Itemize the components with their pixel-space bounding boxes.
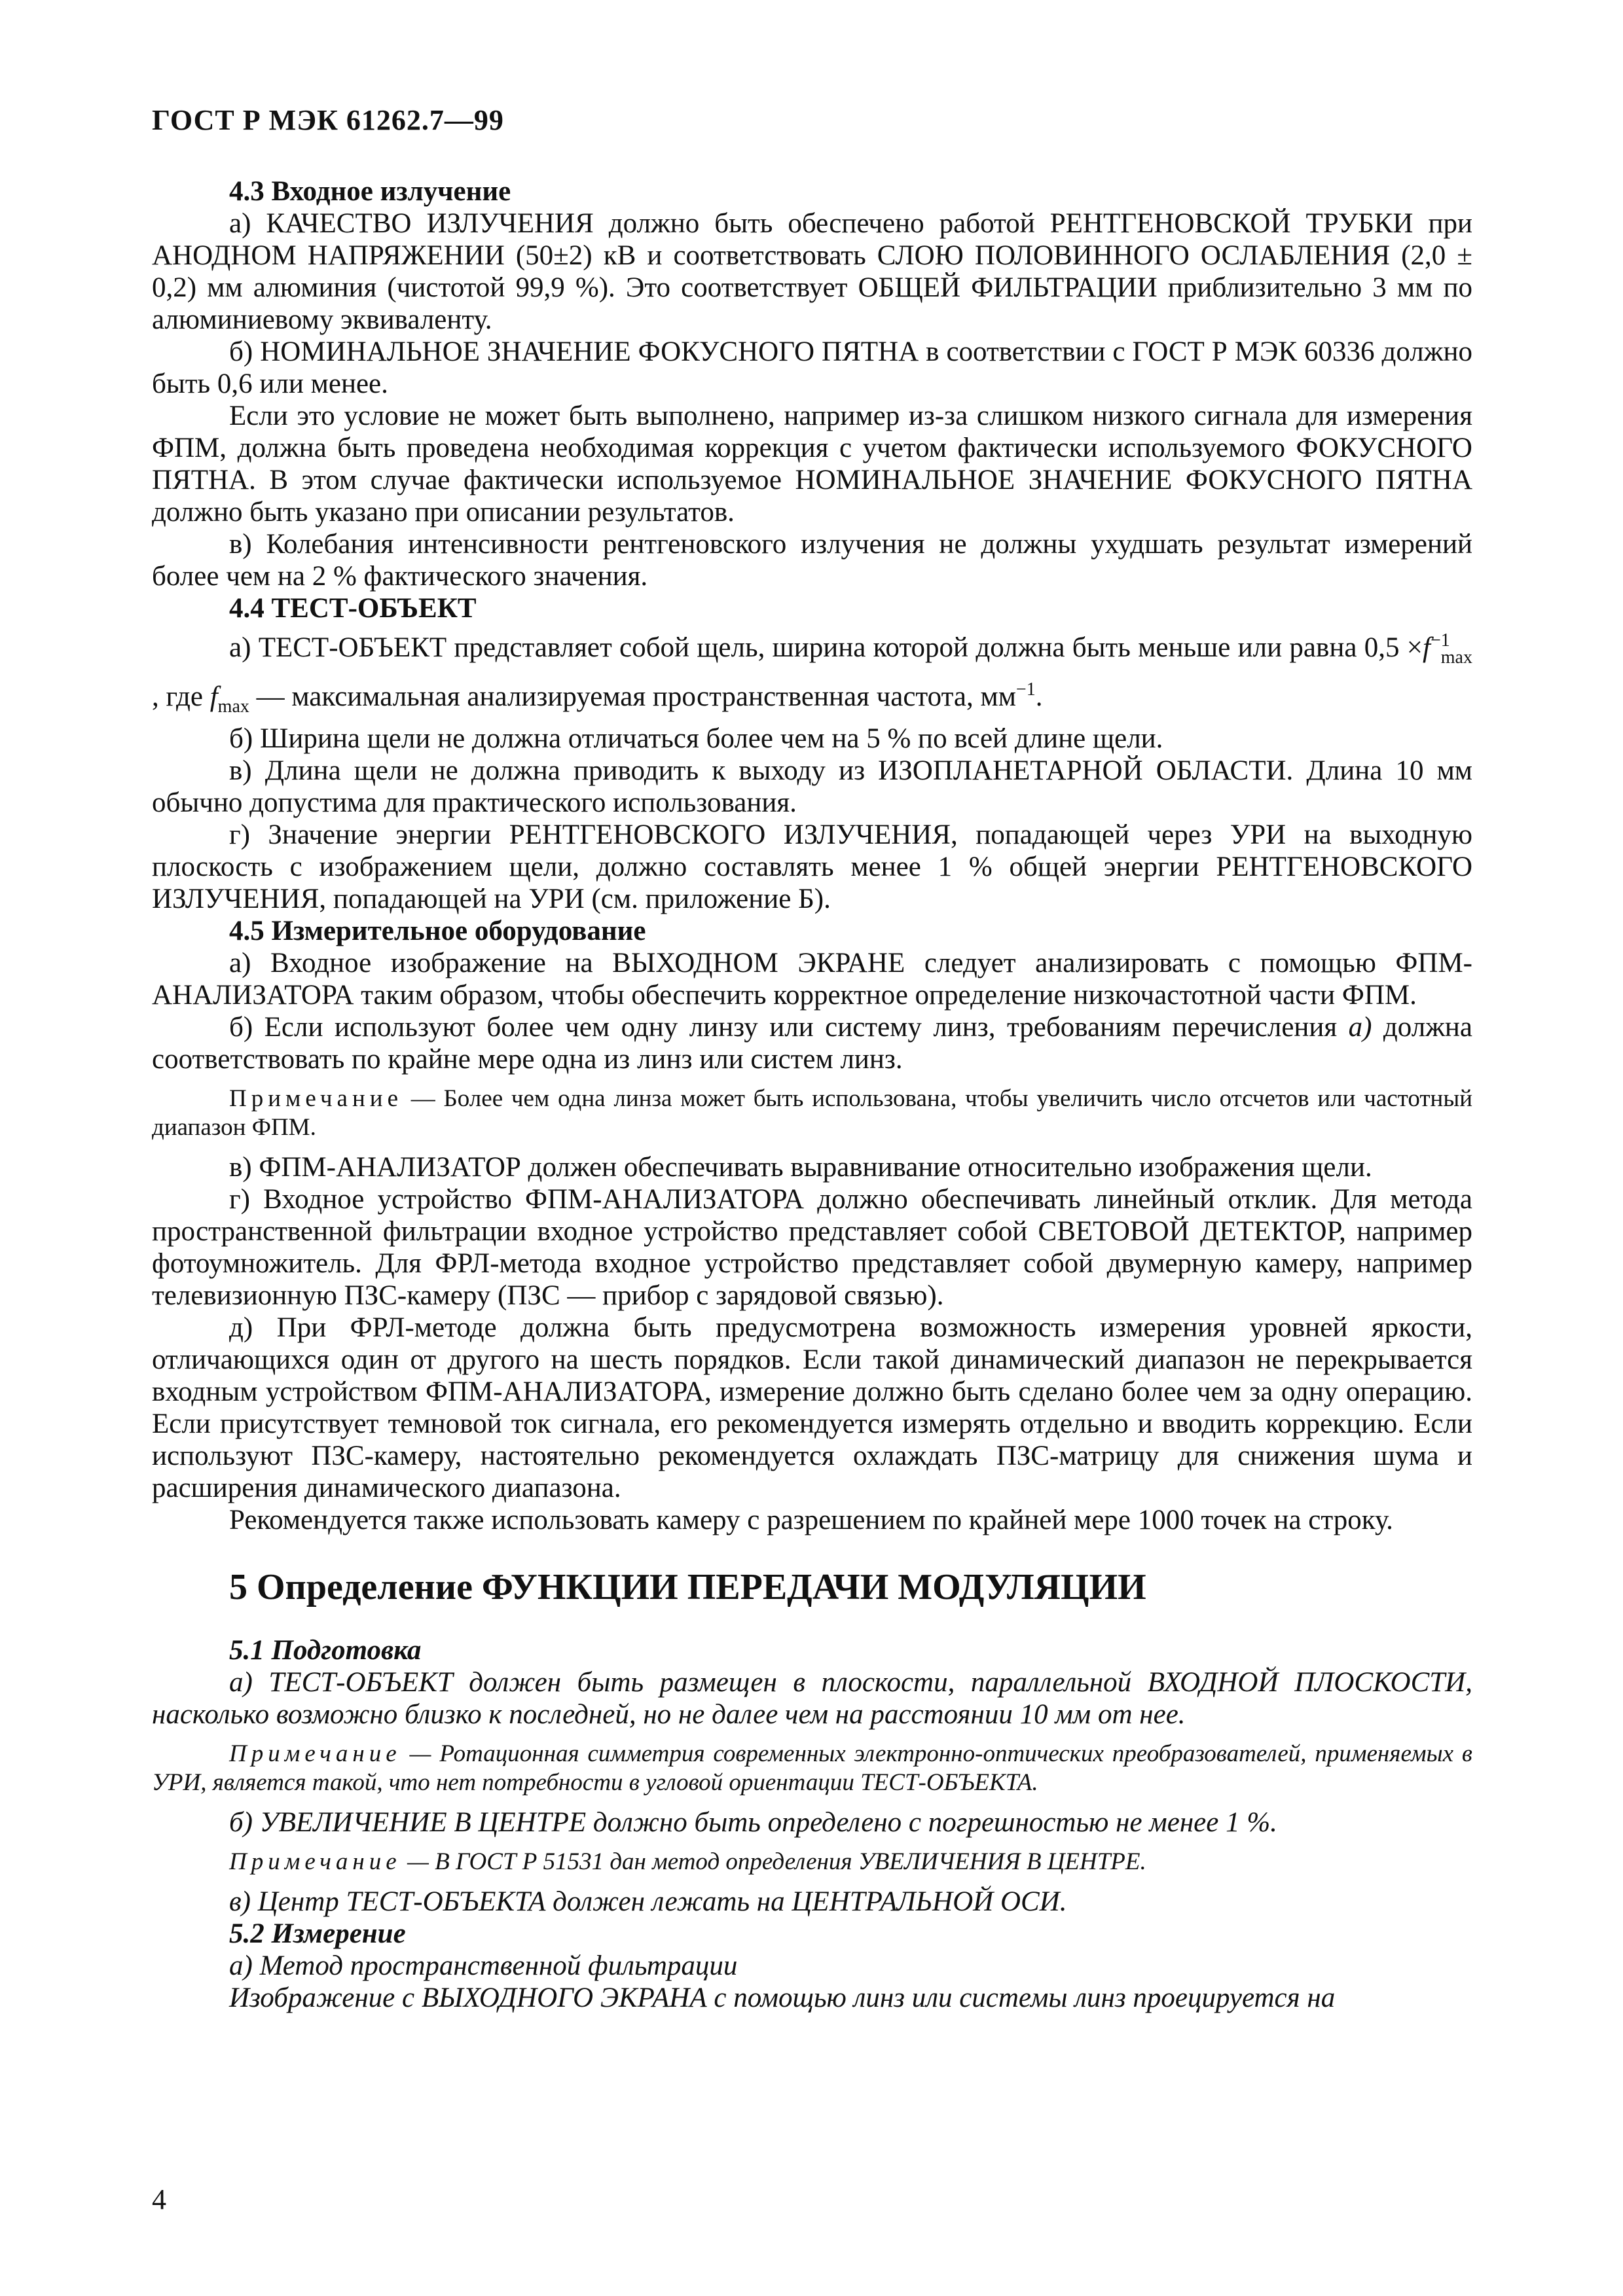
page-number: 4	[152, 2183, 166, 2215]
section-5-1-title: 5.1 Подготовка	[229, 1635, 422, 1666]
note-text: — Более чем одна линза может быть использована, чтобы увеличить число отсчетов или частотный диапазон ФПМ.	[152, 1085, 1472, 1141]
paragraph-4-5-f: Рекомендуется также использовать камеру с разрешением по крайней мере 1000 точек на строку.	[229, 1505, 1393, 1535]
section-5-2-title: 5.2 Измерение	[229, 1918, 406, 1949]
paragraph-4-5-d: г) Входное устройство ФПМ-АНАЛИЗАТОРА должно обеспечивать линейный отклик. Для метода пространственной фильтрации входное устройство представляет собой СВЕТОВОЙ ДЕТЕКТОР, например фотоумножитель. Для ФРЛ-метода входное устройство представляет собой двумерную камеру, например телевизионную ПЗС-камеру (ПЗС — прибор с зарядовой связью).	[152, 1184, 1472, 1311]
paragraph-4-3-a: а) КАЧЕСТВО ИЗЛУЧЕНИЯ должно быть обеспечено работой РЕНТГЕНОВСКОЙ ТРУБКИ при АНОДНОМ НАПРЯЖЕНИИ (50±2) кВ и соответствовать СЛОЮ ПОЛОВИННОГО ОСЛАБЛЕНИЯ (2,0 ± 0,2) мм алюминия (чистотой 99,9 %). Это соответствует ОБЩЕЙ ФИЛЬТРАЦИИ приблизительно 3 мм по алюминиевому эквиваленту.	[152, 208, 1472, 335]
note-label: Примечание	[229, 1085, 403, 1112]
paragraph-4-5-e: д) При ФРЛ-методе должна быть предусмотрена возможность измерения уровней яркости, отличающихся один от другого на шесть порядков. Если такой динамический диапазон не перекрывается входным устройством ФПМ-АНАЛИЗАТОРА, измерение должно быть сделано более чем за одну операцию. Если присутствует темновой ток сигнала, его рекомендуется измерять отдельно и вводить коррекцию. Если используют ПЗС-камеру, настоятельно рекомендуется охлаждать ПЗС-матрицу для снижения шума и расширения динамического диапазона.	[152, 1312, 1472, 1503]
text-run: а)	[1348, 1012, 1372, 1043]
paragraph-4-3-b: б) НОМИНАЛЬНОЕ ЗНАЧЕНИЕ ФОКУСНОГО ПЯТНА в соответствии с ГОСТ Р МЭК 60336 должно быть 0,6 или менее.	[152, 336, 1472, 399]
paragraph-5-2-text: Изображение с ВЫХОДНОГО ЭКРАНА с помощью линз или системы линз проецируется на	[229, 1982, 1336, 2013]
formula-sup: −1	[1430, 630, 1450, 651]
paragraph-4-5-b	[152, 1011, 1472, 1075]
note-5-1-a	[152, 1740, 1472, 1797]
formula-sub: max	[1440, 647, 1472, 668]
text-run: , где	[152, 681, 210, 712]
section-5-title: 5 Определение ФУНКЦИИ ПЕРЕДАЧИ МОДУЛЯЦИИ	[229, 1567, 1146, 1607]
paragraph-5-1-c: в) Центр ТЕСТ-ОБЪЕКТА должен лежать на ЦЕНТРАЛЬНОЙ ОСИ.	[229, 1886, 1067, 1917]
note-5-1-b	[152, 1848, 1472, 1876]
note-4-5	[152, 1085, 1472, 1142]
note-label: Примечание	[229, 1740, 401, 1767]
section-4-4-title: 4.4 ТЕСТ-ОБЪЕКТ	[229, 593, 477, 624]
formula-sub: max	[217, 696, 249, 717]
paragraph-4-4-b: б) Ширина щели не должна отличаться более чем на 5 % по всей длине щели.	[229, 723, 1163, 754]
note-text: — В ГОСТ Р 51531 дан метод определения УВЕЛИЧЕНИЯ В ЦЕНТРЕ.	[401, 1848, 1146, 1875]
text-run: — максимальная анализируемая пространственная частота, мм	[249, 681, 1016, 712]
text-run: а) ТЕСТ-ОБЪЕКТ представляет собой щель, ширина которой должна быть меньше или равна 0,5 ×	[229, 632, 1423, 663]
note-text: — Ротационная симметрия современных электронно-оптических преобразователей, применяемых в УРИ, является такой, что нет потребности в угловой ориентации ТЕСТ-ОБЪЕКТА.	[152, 1740, 1472, 1796]
paragraph-5-2-a: а) Метод пространственной фильтрации	[229, 1950, 738, 1981]
paragraph-5-1-b: б) УВЕЛИЧЕНИЕ В ЦЕНТРЕ должно быть определено с погрешностью не менее 1 %.	[229, 1807, 1277, 1838]
paragraph-5-1-a: а) ТЕСТ-ОБЪЕКТ должен быть размещен в плоскости, параллельной ВХОДНОЙ ПЛОСКОСТИ, насколько возможно близко к последней, но не далее чем на расстоянии 10 мм от нее.	[152, 1667, 1472, 1730]
section-4-5-title: 4.5 Измерительное оборудование	[229, 916, 646, 946]
paragraph-4-4-d: г) Значение энергии РЕНТГЕНОВСКОГО ИЗЛУЧЕНИЯ, попадающей через УРИ на выходную плоскость с изображением щели, должно составлять менее 1 % общей энергии РЕНТГЕНОВСКОГО ИЗЛУЧЕНИЯ, попадающей на УРИ (см. приложение Б).	[152, 819, 1472, 914]
formula-f: f	[210, 681, 218, 712]
text-run: б) Если используют более чем одну линзу или систему линз, требованиям перечисления	[229, 1012, 1349, 1043]
paragraph-4-5-a: а) Входное изображение на ВЫХОДНОМ ЭКРАНЕ следует анализировать с помощью ФПМ-АНАЛИЗАТОРА таким образом, чтобы обеспечить корректное определение низкочастотной части ФПМ.	[152, 948, 1472, 1011]
paragraph-4-5-c: в) ФПМ-АНАЛИЗАТОР должен обеспечивать выравнивание относительно изображения щели.	[229, 1152, 1372, 1183]
formula-sup: −1	[1015, 679, 1036, 700]
note-label: Примечание	[229, 1848, 401, 1875]
paragraph-4-3-c: в) Колебания интенсивности рентгеновского излучения не должны ухудшать результат измерений более чем на 2 % фактического значения.	[152, 529, 1472, 592]
paragraph-4-3-b2: Если это условие не может быть выполнено, например из-за слишком низкого сигнала для измерения ФПМ, должна быть проведена необходимая коррекция с учетом фактически используемого ФОКУСНОГО ПЯТНА. В этом случае фактически используемое НОМИНАЛЬНОЕ ЗНАЧЕНИЕ ФОКУСНОГО ПЯТНА должно быть указано при описании результатов.	[152, 401, 1472, 528]
formula-f: f	[1423, 632, 1431, 663]
page-body	[152, 175, 1472, 2014]
paragraph-4-4-c: в) Длина щели не должна приводить к выходу из ИЗОПЛАНЕТАРНОЙ ОБЛАСТИ. Длина 10 мм обычно допустима для практического использования.	[152, 755, 1472, 818]
text-run: .	[1035, 681, 1043, 712]
formula	[1423, 630, 1472, 668]
paragraph-4-4-a	[152, 624, 1472, 723]
text-run: должна соответствовать по крайне мере одна из линз или систем линз.	[152, 1012, 1472, 1075]
running-header: ГОСТ Р МЭК 61262.7—99	[152, 104, 504, 136]
section-4-3-title: 4.3 Входное излучение	[229, 176, 511, 207]
